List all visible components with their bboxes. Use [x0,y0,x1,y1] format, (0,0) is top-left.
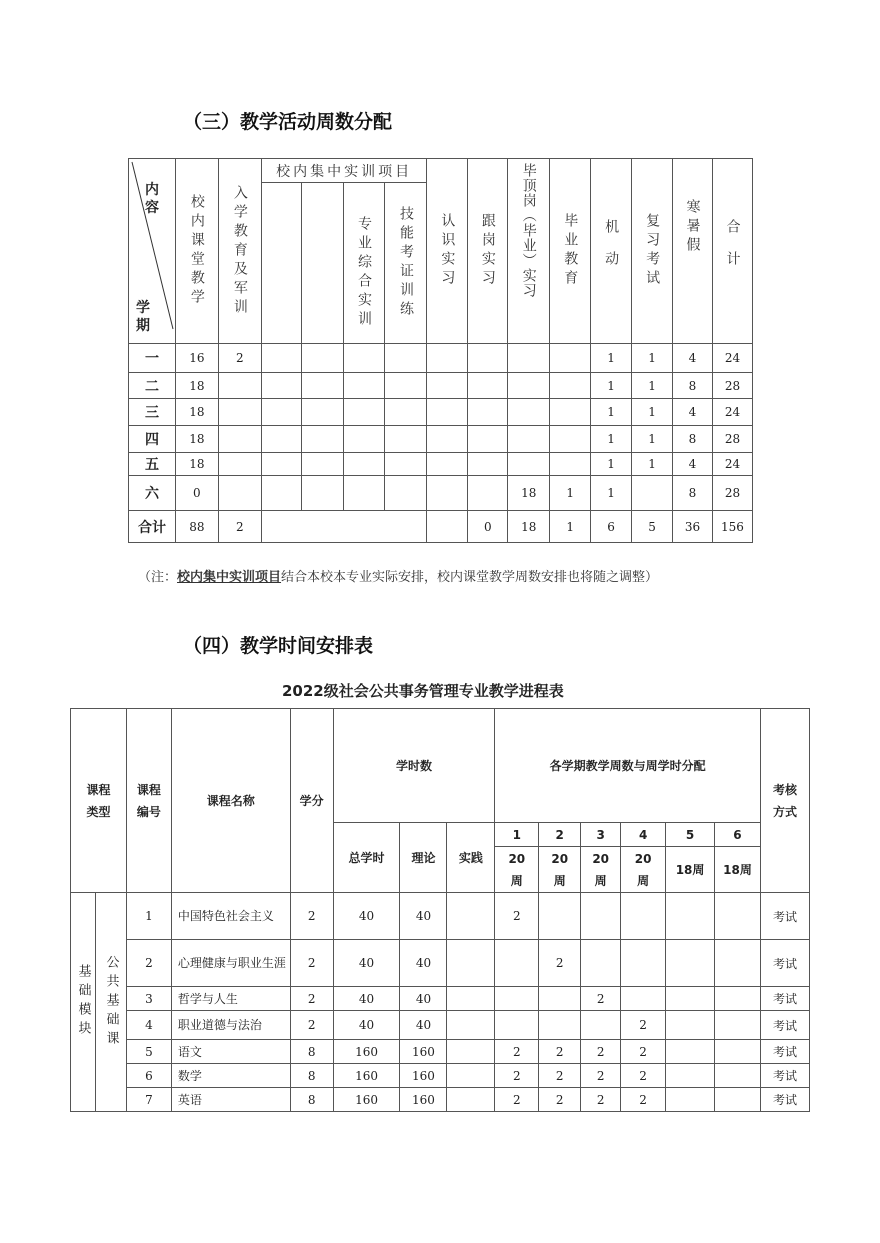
course-name: 哲学与人生 [171,987,290,1011]
cell: 24 [712,399,752,426]
corner-top-label: 内容 [145,182,159,216]
course-total-hours: 40 [333,940,400,987]
cell: 28 [712,476,752,511]
weeks-4: 20周 [621,847,666,893]
term-hours [581,893,621,940]
weeks-3: 20周 [581,847,621,893]
course-credit: 8 [290,1064,333,1088]
header-assess: 考核方式 [760,709,809,893]
col-header: 毕顶岗（毕业）实习 [508,159,550,344]
cell [261,399,301,426]
term-hours [495,940,539,987]
cell [508,453,550,476]
course-practice-hours [447,1088,495,1112]
cell [427,373,468,399]
cell: 4 [673,399,713,426]
group-header: 校内集中实训项目 [261,159,427,183]
cell [427,344,468,373]
course-name: 英语 [171,1088,290,1112]
module-label: 基础模块 [71,893,96,1112]
total-row [129,511,753,543]
cell [301,344,343,373]
schedule-table [70,708,810,1112]
cell [301,373,343,399]
cell: 8 [673,373,713,399]
course-theory-hours: 40 [400,987,447,1011]
course-practice-hours [447,940,495,987]
total-label: 合计 [129,511,176,543]
corner-bottom-label: 学期 [136,300,150,334]
term-hours [495,987,539,1011]
course-theory-hours: 40 [400,893,447,940]
cell: 1 [632,426,673,453]
term-hours [715,987,761,1011]
cell: 1 [591,426,632,453]
cell: 1 [632,373,673,399]
header-total: 总学时 [333,823,400,893]
cell [508,344,550,373]
course-name: 中国特色社会主义 [171,893,290,940]
term-hours [715,893,761,940]
cell [550,399,591,426]
cell [261,453,301,476]
cell: 8 [673,476,713,511]
header-name: 课程名称 [171,709,290,893]
term-hours: 2 [539,1040,581,1064]
total-cell [261,511,427,543]
weeks-1: 20周 [495,847,539,893]
cell: 1 [591,399,632,426]
term-hours [715,1011,761,1040]
cell: 1 [550,476,591,511]
note [138,566,658,585]
term-hours [495,1011,539,1040]
course-code: 6 [126,1064,171,1088]
weeks-2: 20周 [539,847,581,893]
col-header: 校内课堂教学 [175,159,218,344]
term-hours [715,940,761,987]
cell [385,426,427,453]
cell [218,426,261,453]
cell [261,476,301,511]
course-credit: 8 [290,1088,333,1112]
header-type: 课程类型 [71,709,127,893]
cell [550,344,591,373]
cell: 28 [712,426,752,453]
cell [427,476,468,511]
cell: 1 [632,344,673,373]
total-cell [427,511,468,543]
term-hours [666,940,715,987]
course-theory-hours: 160 [400,1040,447,1064]
cell [468,476,508,511]
course-assessment: 考试 [760,1040,809,1064]
cell: 1 [591,476,632,511]
cell [385,399,427,426]
term-row [129,453,753,476]
term-hours: 2 [539,1064,581,1088]
term-label: 三 [129,399,176,426]
cell [550,373,591,399]
term-row [129,373,753,399]
cell [427,453,468,476]
term-1: 1 [495,823,539,847]
cell [427,426,468,453]
cell [468,344,508,373]
term-hours: 2 [495,893,539,940]
col-header: 专业综合实训 [343,183,385,344]
cell [218,373,261,399]
term-hours: 2 [539,1088,581,1112]
course-credit: 2 [290,987,333,1011]
course-credit: 2 [290,893,333,940]
cell [508,426,550,453]
course-theory-hours: 160 [400,1064,447,1088]
cell [550,426,591,453]
course-row [71,1011,810,1040]
term-hours [666,1088,715,1112]
col-header: 跟岗实习 [468,159,508,344]
cell [427,399,468,426]
total-cell: 18 [508,511,550,543]
term-hours: 2 [621,1064,666,1088]
cell [301,426,343,453]
course-code: 3 [126,987,171,1011]
cell: 4 [673,453,713,476]
course-credit: 2 [290,1011,333,1040]
sub-col-blank [261,183,301,344]
course-row [71,1040,810,1064]
cell: 1 [591,453,632,476]
total-cell: 156 [712,511,752,543]
term-hours: 2 [581,987,621,1011]
cell [301,476,343,511]
course-assessment: 考试 [760,1088,809,1112]
header-hours: 学时数 [333,709,495,823]
col-header: 认识实习 [427,159,468,344]
cell [343,373,385,399]
cell: 16 [175,344,218,373]
course-total-hours: 40 [333,987,400,1011]
term-hours [715,1064,761,1088]
cell: 18 [508,476,550,511]
cell [632,476,673,511]
term-hours: 2 [495,1088,539,1112]
header-theory: 理论 [400,823,447,893]
cell [468,453,508,476]
sub-col-blank [301,183,343,344]
note-prefix: （注： [138,570,178,585]
term-hours [666,1040,715,1064]
course-practice-hours [447,1064,495,1088]
course-name: 语文 [171,1040,290,1064]
term-hours [539,987,581,1011]
total-cell: 1 [550,511,591,543]
cell [261,426,301,453]
course-credit: 2 [290,940,333,987]
subgroup-label: 公共基础课 [95,893,126,1112]
total-cell: 36 [673,511,713,543]
cell: 1 [632,453,673,476]
term-label: 四 [129,426,176,453]
cell: 18 [175,453,218,476]
term-hours [581,1011,621,1040]
course-row [71,1064,810,1088]
cell [468,426,508,453]
term-4: 4 [621,823,666,847]
cell: 18 [175,426,218,453]
total-cell: 0 [468,511,508,543]
cell: 2 [218,344,261,373]
total-cell: 6 [591,511,632,543]
cell: 18 [175,373,218,399]
course-credit: 8 [290,1040,333,1064]
term-hours: 2 [581,1088,621,1112]
note-link[interactable]: 校内集中实训项目 [177,570,282,585]
cell [343,453,385,476]
term-row [129,426,753,453]
cell [301,453,343,476]
course-name: 心理健康与职业生涯 [171,940,290,987]
col-header: 毕业教育 [550,159,591,344]
course-theory-hours: 40 [400,1011,447,1040]
course-total-hours: 160 [333,1064,400,1088]
col-header: 寒暑假 [673,159,713,344]
cell: 24 [712,453,752,476]
cell: 4 [673,344,713,373]
term-hours: 2 [621,1040,666,1064]
col-header: 复习考试 [632,159,673,344]
course-code: 4 [126,1011,171,1040]
col-header: 技能考证训练 [385,183,427,344]
term-label: 五 [129,453,176,476]
term-label: 二 [129,373,176,399]
cell: 0 [175,476,218,511]
corner-header [129,159,176,344]
cell [468,399,508,426]
header-practice: 实践 [447,823,495,893]
cell [508,373,550,399]
course-name: 职业道德与法治 [171,1011,290,1040]
cell [343,399,385,426]
course-practice-hours [447,1040,495,1064]
course-assessment: 考试 [760,1064,809,1088]
term-hours: 2 [581,1040,621,1064]
term-hours [539,1011,581,1040]
term-hours: 2 [495,1040,539,1064]
course-row [71,1088,810,1112]
cell: 18 [175,399,218,426]
term-hours: 2 [539,940,581,987]
header-dist: 各学期教学周数与周学时分配 [495,709,761,823]
cell: 28 [712,373,752,399]
cell: 1 [591,373,632,399]
term-hours: 2 [621,1011,666,1040]
cell [218,399,261,426]
course-code: 1 [126,893,171,940]
term-hours: 2 [621,1088,666,1112]
cell: 24 [712,344,752,373]
term-hours [666,1011,715,1040]
col-header: 入学教育及军训 [218,159,261,344]
course-practice-hours [447,893,495,940]
cell: 1 [632,399,673,426]
term-row [129,344,753,373]
term-hours [621,893,666,940]
cell [385,453,427,476]
term-hours: 2 [581,1064,621,1088]
cell [261,373,301,399]
course-code: 7 [126,1088,171,1112]
section4-title: （四）教学时间安排表 [183,635,374,657]
weeks-5: 18周 [666,847,715,893]
section3-title: （三）教学活动周数分配 [183,111,393,133]
term-hours [666,1064,715,1088]
cell: 1 [591,344,632,373]
term-hours [715,1040,761,1064]
course-total-hours: 160 [333,1088,400,1112]
total-cell: 5 [632,511,673,543]
cell [550,453,591,476]
cell [508,399,550,426]
header-credit: 学分 [290,709,333,893]
course-row [71,940,810,987]
course-code: 5 [126,1040,171,1064]
cell [385,344,427,373]
term-hours [621,940,666,987]
term-hours [581,940,621,987]
col-header: 合计 [712,159,752,344]
term-hours: 2 [495,1064,539,1088]
term-label: 六 [129,476,176,511]
term-hours [715,1088,761,1112]
course-practice-hours [447,1011,495,1040]
cell: 8 [673,426,713,453]
cell [343,426,385,453]
term-3: 3 [581,823,621,847]
cell [218,476,261,511]
course-assessment: 考试 [760,1011,809,1040]
activity-weeks-table [128,158,753,543]
course-assessment: 考试 [760,893,809,940]
term-hours [666,987,715,1011]
cell [218,453,261,476]
course-total-hours: 160 [333,1040,400,1064]
weeks-6: 18周 [715,847,761,893]
header-code: 课程编号 [126,709,171,893]
note-suffix: 结合本校本专业实际安排，校内课堂教学周数安排也将随之调整） [281,570,659,585]
term-6: 6 [715,823,761,847]
course-code: 2 [126,940,171,987]
term-5: 5 [666,823,715,847]
total-cell: 2 [218,511,261,543]
term-hours [666,893,715,940]
course-total-hours: 40 [333,1011,400,1040]
cell [468,373,508,399]
cell [385,373,427,399]
course-name: 数学 [171,1064,290,1088]
course-theory-hours: 160 [400,1088,447,1112]
cell [385,476,427,511]
course-practice-hours [447,987,495,1011]
course-theory-hours: 40 [400,940,447,987]
total-cell: 88 [175,511,218,543]
term-hours [539,893,581,940]
term-2: 2 [539,823,581,847]
term-label: 一 [129,344,176,373]
table-caption: 2022级社会公共事务管理专业教学进程表 [282,682,564,700]
course-assessment: 考试 [760,987,809,1011]
course-assessment: 考试 [760,940,809,987]
course-row [71,893,810,940]
term-row [129,399,753,426]
term-row [129,476,753,511]
course-total-hours: 40 [333,893,400,940]
cell [301,399,343,426]
cell [343,344,385,373]
col-header: 机动 [591,159,632,344]
course-row [71,987,810,1011]
cell [261,344,301,373]
term-hours [621,987,666,1011]
cell [343,476,385,511]
